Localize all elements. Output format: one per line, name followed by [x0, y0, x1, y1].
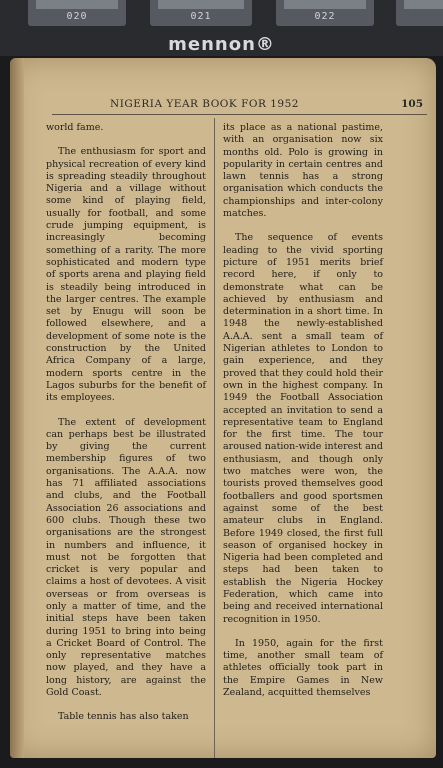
page-number: 105	[401, 98, 423, 110]
film-frame	[396, 0, 443, 26]
film-frame	[28, 0, 126, 26]
paragraph: world fame.	[46, 122, 104, 133]
paragraph: The sequence of events leading to the vivid sporting picture of 1951 merits brief record here, if only to demonstrate what can be achieved by enthusiasm and determination in a short time. In 1948 the newly-established A.A.A. sent a small team of Nigerian athletes to London to gain experience, and they proved that they could hold their own in the highest company. In 1949 the Football Association accepted an invitation to send a representative team to England for the first time. The tour aroused nation-wide interest and enthusiasm, and though only two matches were won, the tourists proved themselves good footballers and good sportsmen against some of the best amateur clubs in England. Before 1949 closed, the first full season of organised hockey in Nigeria had been completed and steps had been taken to establish the Nigeria Hockey Federation, which came into being and received international recognition in 1950.	[223, 232, 383, 625]
brand-logo: mennon®	[168, 34, 275, 55]
film-frame	[276, 0, 374, 26]
film-frame	[150, 0, 252, 26]
paragraph: The enthusiasm for sport and physical recreation of every kind is spreading steadily throughout Nigeria and a village without some kind of playing field, usually for football, and some crude jumping equipment, is increasingly becoming something of a rarity. The more sophisticated and modern type of sports arena and playing field is steadily being introduced in the larger centres. The example set by Enugu will soon be followed elsewhere, and a development of some note is the construction by the United Africa Company of a large, modern sports centre in the Lagos suburbs for the benefit of its employees.	[46, 146, 206, 404]
frame-number: 020	[66, 11, 88, 22]
frame-number: 021	[190, 11, 212, 22]
running-head-title: NIGERIA YEAR BOOK FOR 1952	[110, 98, 299, 110]
book-spine	[10, 58, 24, 758]
frame-number: 022	[314, 11, 336, 22]
running-header	[52, 98, 427, 115]
scanner-filmstrip	[0, 0, 443, 56]
book-page	[10, 58, 436, 758]
column-rule	[214, 118, 215, 758]
right-column	[223, 122, 383, 699]
left-column	[46, 122, 206, 724]
paragraph: its place as a national pastime, with an organisation now six months old. Polo is growing in popularity in certain centres and lawn tennis has a strong organisation which conducts the championships and inter-colony matches.	[223, 122, 383, 220]
paragraph: Table tennis has also taken	[58, 711, 189, 723]
paragraph: The extent of development can perhaps best be illustrated by giving the current membership figures of two organisations. The A.A.A. now has 71 affiliated associations and clubs, and the Football Association 26 associations and 600 clubs. Though these two organisations are the strongest in numbers and influence, it must not be forgotten that cricket is very popular and claims a host of devotees. A visit overseas or from overseas is only a matter of time, and the initial steps have been taken during 1951 to bring into being a Cricket Board of Control. The only representative matches now played, and they have a long history, are against the Gold Coast.	[46, 416, 206, 699]
paragraph: In 1950, again for the first time, another small team of athletes officially took part in the Empire Games in New Zealand, acquitted themselves	[223, 637, 383, 699]
